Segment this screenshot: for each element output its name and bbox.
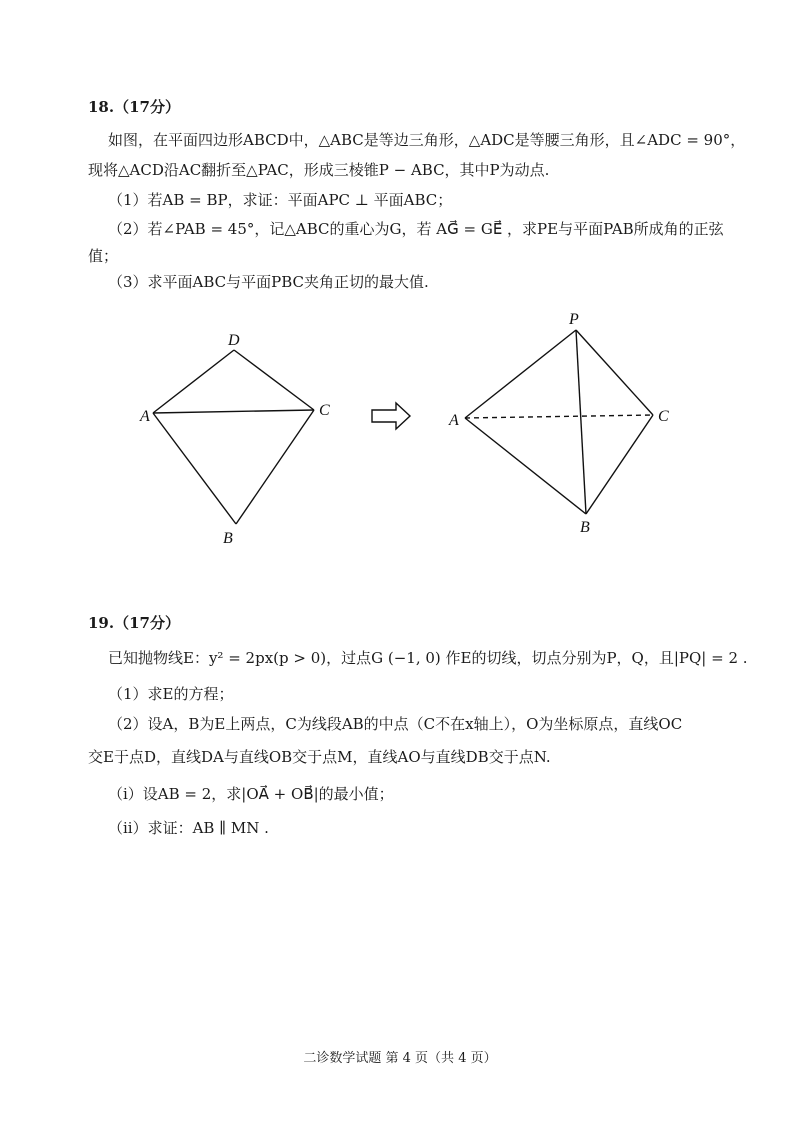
q18-stem-line2: 现将△ACD沿AC翻折至△PAC，形成三棱锥P − ABC，其中P为动点. [88,161,550,179]
quadrilateral-abcd [153,350,314,524]
q19-sub1: （i）设AB = 2，求|OA⃗ + OB⃗|的最小值； [108,785,394,803]
edge-cb [236,410,314,524]
label-left-d: D [228,332,240,349]
label-right-c: C [658,408,669,425]
q18-stem-line1: 如图，在平面四边形ABCD中，△ABC是等边三角形，△ADC是等腰三角形，且∠ADC = 90°， [108,131,746,149]
edge-ac [153,410,314,413]
edge-pa [465,330,576,418]
q19-part2-line1: （2）设A，B为E上两点，C为线段AB的中点（C不在x轴上），O为坐标原点，直线OC [108,715,683,733]
q19-part1: （1）求E的方程； [108,685,234,703]
q18-part2-line1: （2）若∠PAB = 45°，记△ABC的重心为G，若 AG⃗ = GE⃗ ，求PE与平面PAB所成角的正弦 [108,220,724,238]
label-right-b: B [580,519,590,536]
q18-part2-line2: 值； [88,247,119,265]
edge-ab [153,413,236,524]
q19-heading: 19.（17分） [88,614,180,632]
q19-stem: 已知抛物线E：y² = 2px(p > 0)，过点G (−1, 0) 作E的切线，切点分别为P，Q，且|PQ| = 2 . [108,649,748,667]
label-right-p: P [569,311,579,328]
q19-sub2: （ii）求证：AB ∥ MN . [108,819,269,837]
label-left-a: A [140,408,150,425]
edge-dc [234,350,314,410]
fold-arrow-icon [372,403,410,429]
label-left-b: B [223,530,233,547]
q18-heading: 18.（17分） [88,98,180,116]
q18-part1: （1）若AB = BP，求证：平面APC ⊥ 平面ABC； [108,191,453,209]
edge-ac-hidden [465,415,653,418]
q18-figure [0,0,800,560]
label-right-a: A [449,412,459,429]
q19-part2-line2: 交E于点D，直线DA与直线OB交于点M，直线AO与直线DB交于点N. [88,748,551,766]
q18-part3: （3）求平面ABC与平面PBC夹角正切的最大值. [108,273,429,291]
tetrahedron-pabc [465,330,653,514]
edge-ad [153,350,234,413]
edge-pb [576,330,586,514]
label-left-c: C [319,402,330,419]
edge-pc [576,330,653,415]
page-footer: 二诊数学试题 第 4 页（共 4 页） [303,1051,497,1066]
edge-ab [465,418,586,514]
edge-cb [586,415,653,514]
